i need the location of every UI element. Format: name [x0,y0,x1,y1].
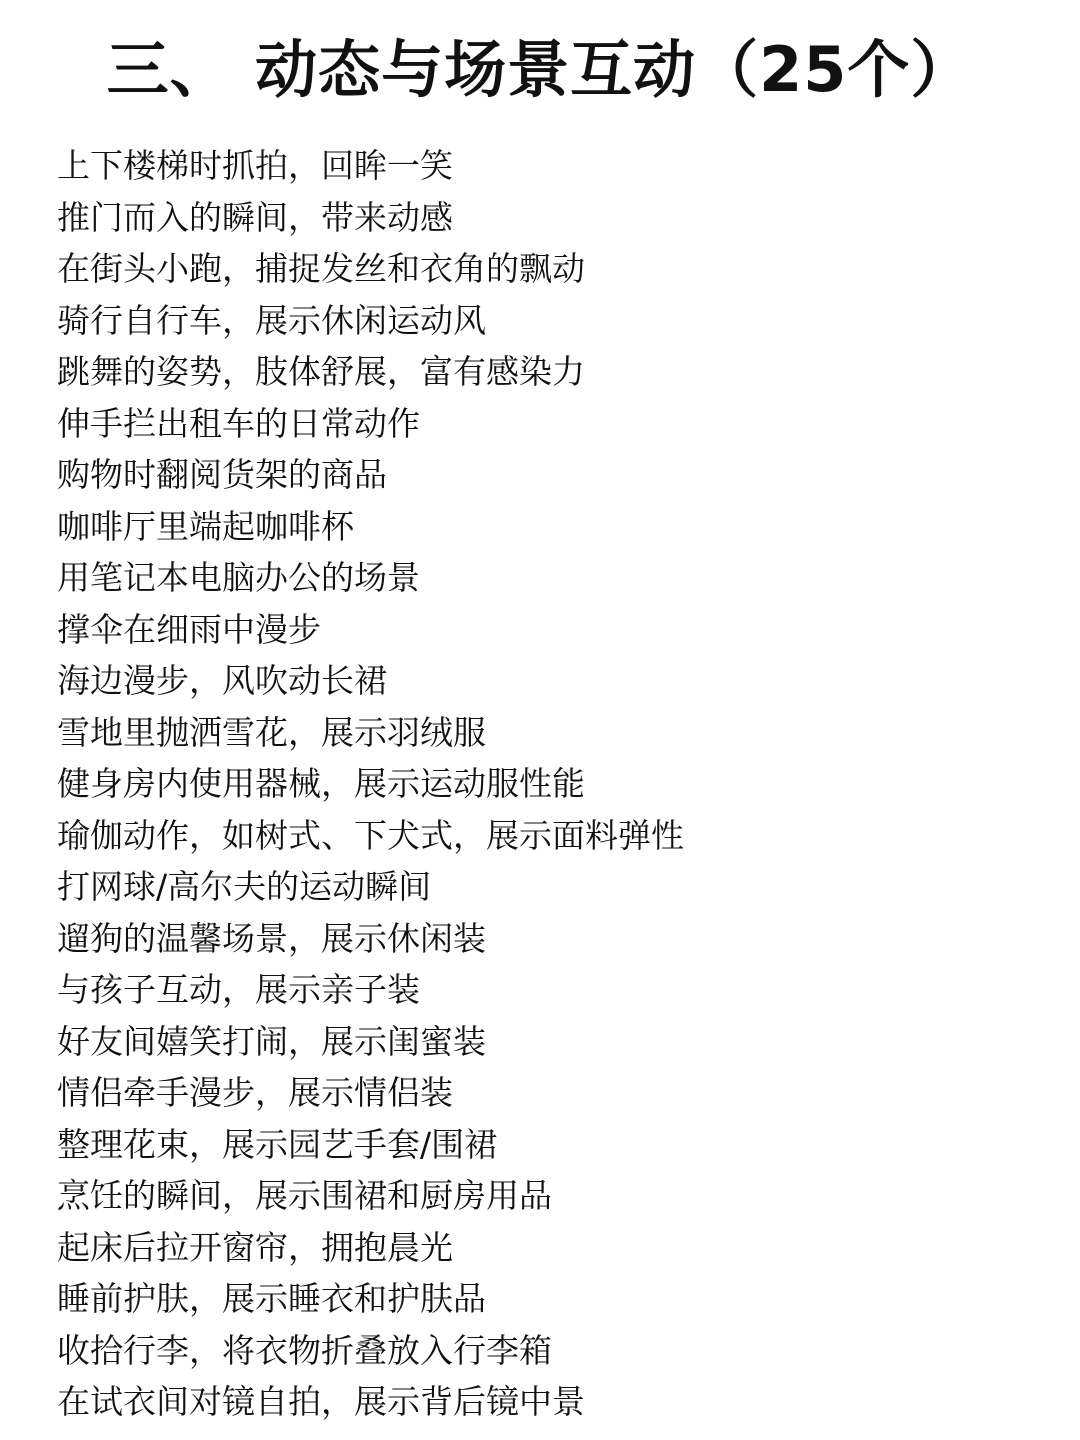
list-item: 撑伞在细雨中漫步 [57,609,321,649]
scene-list [57,140,1037,1428]
page-title: 三、 动态与场景互动（25个） [106,33,974,106]
list-item: 骑行自行车，展示休闲运动风 [57,300,486,340]
list-item: 跳舞的姿势，肢体舒展，富有感染力 [57,352,585,391]
list-item: 整理花束，展示园艺手套/围裙 [57,1124,498,1164]
list-item: 上下楼梯时抓拍，回眸一笑 [57,146,453,185]
list-item: 瑜伽动作，如树式、下犬式，展示面料弹性 [57,815,684,855]
list-item: 海边漫步，风吹动长裙 [57,661,387,700]
list-item: 推门而入的瞬间，带来动感 [57,197,453,237]
list-item: 情侣牵手漫步，展示情侣装 [57,1073,453,1112]
list-item: 起床后拉开窗帘，拥抱晨光 [57,1227,453,1267]
list-item: 遛狗的温馨场景，展示休闲装 [57,918,486,958]
list-item: 购物时翻阅货架的商品 [57,455,387,494]
list-item: 收拾行李，将衣物折叠放入行李箱 [57,1330,552,1370]
list-item: 与孩子互动，展示亲子装 [57,970,420,1009]
list-item: 伸手拦出租车的日常动作 [57,403,420,443]
list-item: 健身房内使用器械，展示运动服性能 [57,764,585,803]
list-item: 咖啡厅里端起咖啡杯 [57,506,354,546]
list-item: 烹饪的瞬间，展示围裙和厨房用品 [57,1176,552,1215]
list-item: 雪地里抛洒雪花，展示羽绒服 [57,712,486,752]
list-item: 打网球/高尔夫的运动瞬间 [57,867,432,906]
list-item: 好友间嬉笑打闹，展示闺蜜装 [57,1021,486,1061]
list-item: 在街头小跑，捕捉发丝和衣角的飘动 [57,249,585,288]
list-item: 用笔记本电脑办公的场景 [57,558,420,597]
list-item: 在试衣间对镜自拍，展示背后镜中景 [57,1382,585,1421]
list-item: 睡前护肤，展示睡衣和护肤品 [57,1279,486,1318]
